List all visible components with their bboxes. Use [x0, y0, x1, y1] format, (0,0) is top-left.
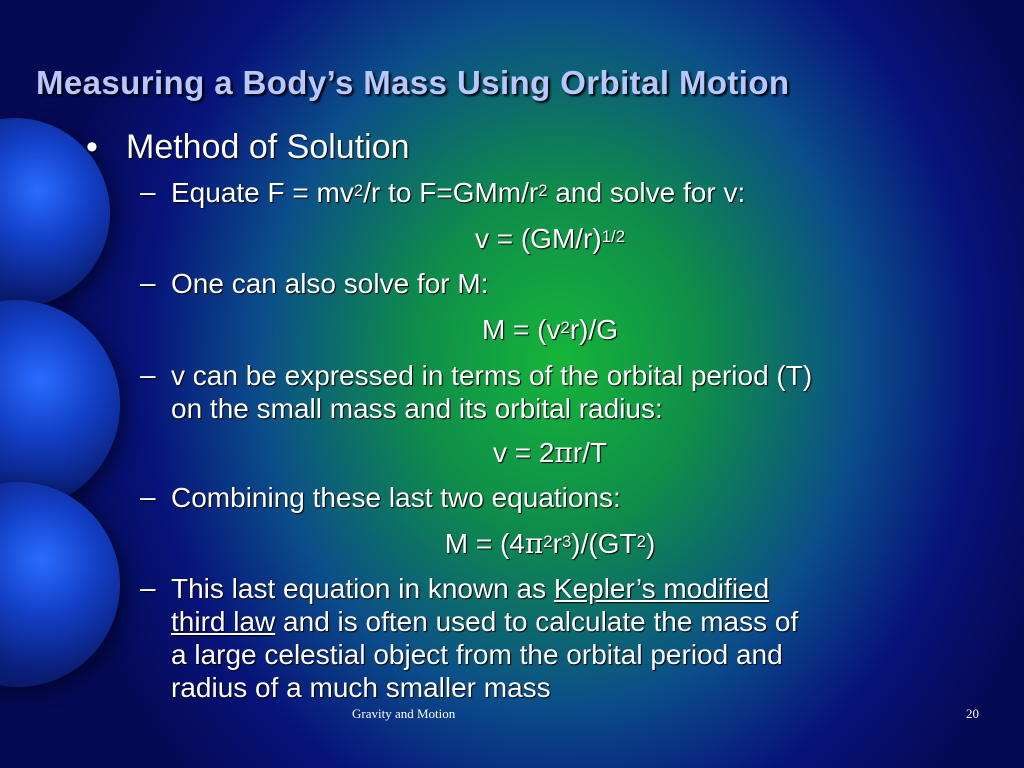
dash-marker: –	[140, 572, 156, 603]
decorative-sphere	[0, 482, 120, 687]
sub-bullet-period: v can be expressed in terms of the orbital period (T) on the small mass and its orbital radius:	[171, 360, 813, 424]
footer-title: Gravity and Motion	[352, 706, 456, 721]
sub-bullet-keplers-law: This last equation in known as Kepler’s modified third law and is often used to calculate the mass of a large celestial object from the orbital period and radius of a much smaller mass	[171, 573, 799, 703]
keplers-law-link[interactable]: Kepler’s modified	[553, 573, 770, 604]
sub-bullet-combining: Combining these last two equations:	[171, 482, 621, 513]
bullet-dot: •	[86, 128, 98, 166]
dash-marker: –	[140, 481, 156, 512]
dash-marker: –	[140, 176, 156, 207]
equation-velocity: $v = (GM/r)^{1/2}$	[474, 223, 626, 254]
slide-title: Measuring a Body’s Mass Using Orbital Motion	[36, 64, 790, 101]
equation-mass: $M = (v^2r)/G$	[481, 314, 619, 345]
sub-bullet-equate: Equate $F = mv^2/r$ to $F=GMm/r^2$ and solve for v:	[171, 177, 746, 208]
equation-kepler: $M = (4\pi^2r^3)/(GT^2)$	[444, 527, 656, 560]
keplers-law-link[interactable]: third law	[171, 606, 276, 637]
dash-marker: –	[140, 267, 156, 298]
bullet-method-of-solution: • Method of Solution	[86, 128, 410, 166]
slide-number: 20	[966, 706, 979, 721]
equation-period: v = 2πr/T	[492, 436, 608, 469]
dash-marker: –	[140, 359, 156, 390]
sub-bullet-solve-m: One can also solve for M:	[171, 268, 489, 299]
